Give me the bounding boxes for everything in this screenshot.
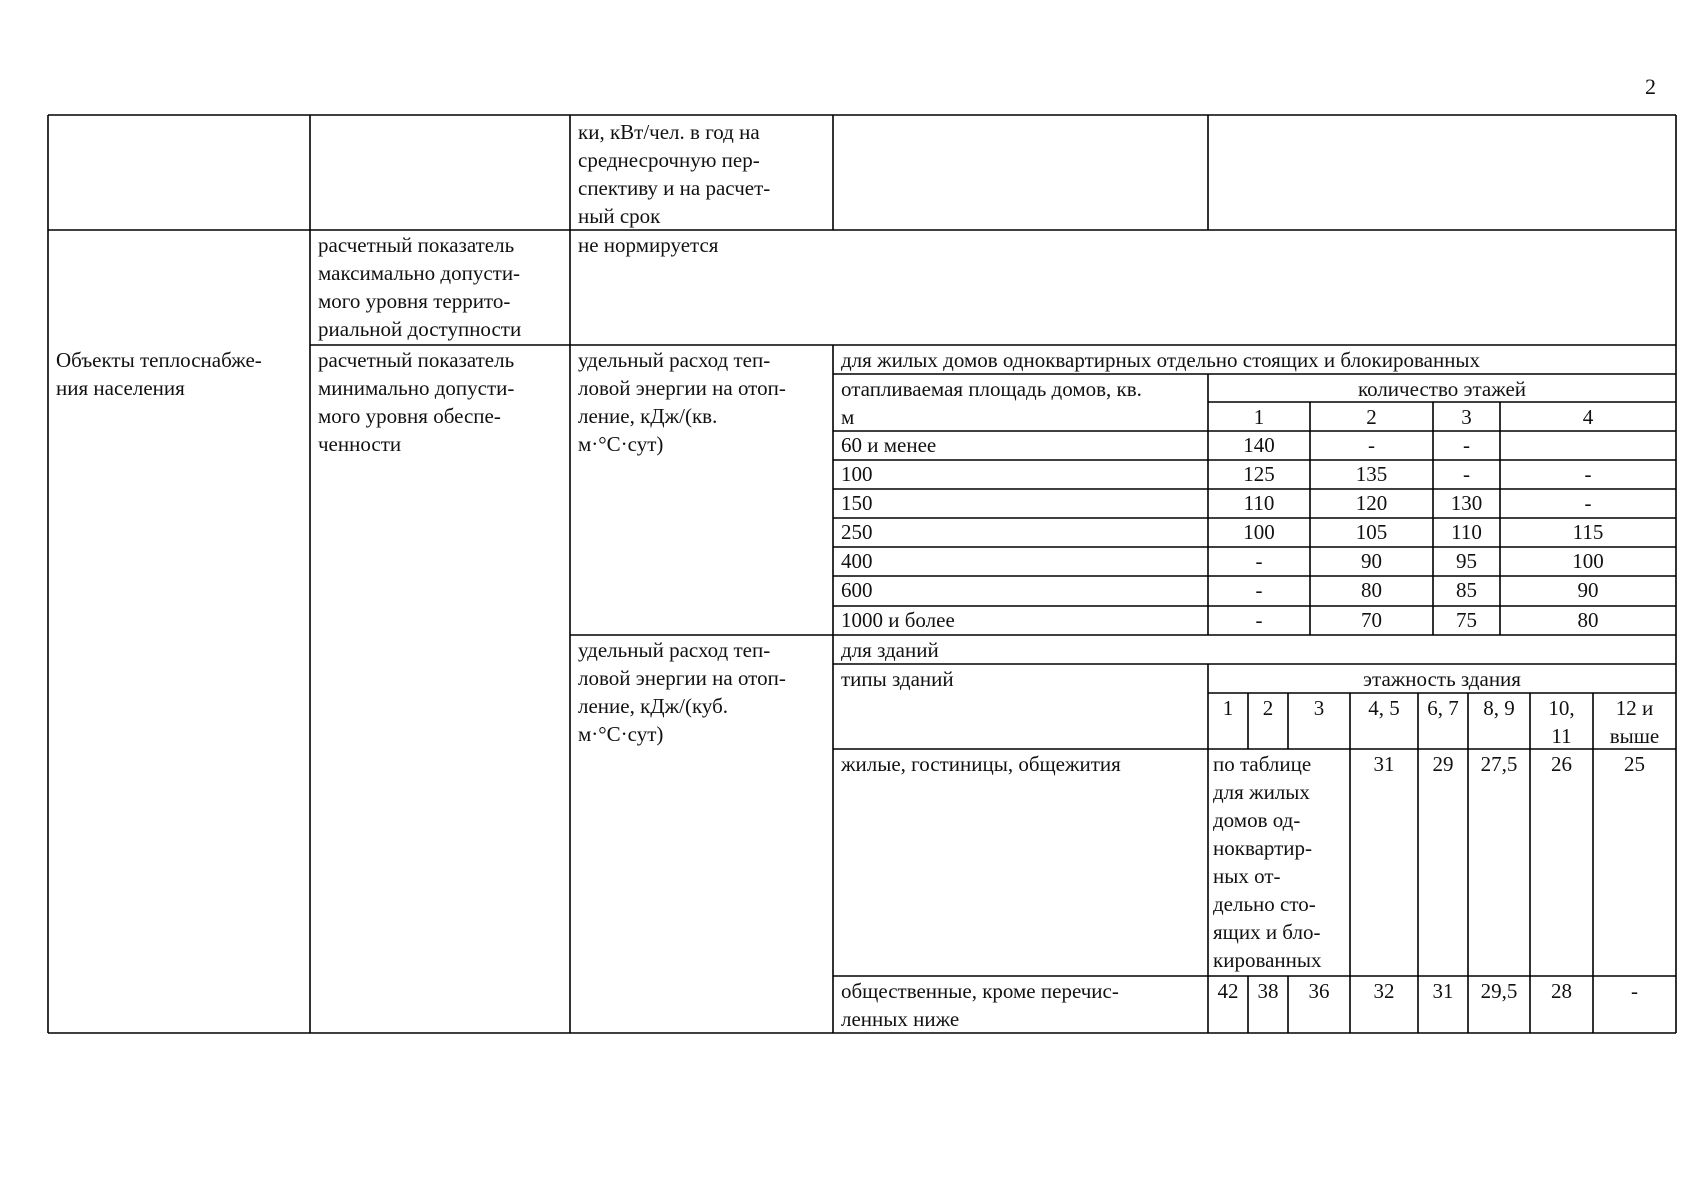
building-types-header: типы зданий [841,667,954,691]
consumption-value-cell: 100 [1572,549,1604,573]
residential-value-cell: 25 [1624,752,1645,776]
public-value-cell: 29,5 [1480,979,1518,1003]
block1-indicator-line-2: ловой энергии на отоп- [578,376,786,400]
row2-indicator-type-line-4: риальной доступности [318,317,522,341]
consumption-value-cell: 110 [1451,520,1482,544]
row2-indicator-type-line-1: расчетный показатель [318,233,515,257]
consumption-value-cell: 70 [1361,608,1382,632]
storeys-col-label: выше [1609,724,1660,748]
consumption-value-cell: - [1255,608,1263,632]
consumption-value-cell: 105 [1355,520,1388,544]
floors-col-1: 1 [1253,405,1265,429]
consumption-value-cell: 85 [1456,578,1477,602]
floors-col-2: 2 [1366,405,1377,429]
consumption-value-cell: 130 [1450,491,1483,515]
residential-label: жилые, гостиницы, общежития [841,752,1121,776]
block2-title: для зданий [841,638,939,662]
consumption-value-cell: - [1463,433,1470,457]
block1-indicator-line-1: удельный расход теп- [578,348,771,372]
storeys-col-label: 2 [1262,696,1274,720]
area-cell: 150 [841,491,873,515]
area-cell: 1000 и более [841,608,955,632]
consumption-value-cell: - [1463,462,1470,486]
residential-value-cell: 27,5 [1480,752,1518,776]
public-label-line-2: ленных ниже [841,1007,960,1031]
consumption-value-cell: 90 [1577,578,1599,602]
block2-indicator-line-1: удельный расход теп- [578,638,771,662]
row3-indicator-type-line-1: расчетный показатель [318,348,515,372]
reference-note-line: для жилых [1213,780,1310,804]
public-value-cell: - [1631,979,1638,1003]
row1-indicator-line-2: среднесрочную пер- [578,148,760,172]
consumption-value-cell: 75 [1456,608,1477,632]
row2-indicator-type-line-2: максимально допусти- [318,261,521,285]
consumption-value-cell: 110 [1243,491,1275,515]
public-value-cell: 32 [1373,979,1395,1003]
consumption-value-cell: 90 [1361,549,1382,573]
public-value-cell: 28 [1551,979,1572,1003]
storeys-col-label: 4, 5 [1368,696,1400,720]
row2-not-normed: не нормируется [578,233,719,257]
block1-title: для жилых домов одноквартирных отдельно стоящих и блокированных [841,348,1481,372]
block1-indicator-line-4: м·°С·сут) [578,432,664,456]
storeys-col-label: 10, [1548,696,1575,720]
reference-note-line: по таблице [1213,752,1312,776]
storeys-col-label: 8, 9 [1483,696,1515,720]
residential-value-cell: 29 [1432,752,1454,776]
row3-indicator-type-line-3: мого уровня обеспе- [318,404,501,428]
block2-indicator-line-3: ление, кДж/(куб. [578,694,729,718]
area-cell: 60 и менее [841,433,937,457]
area-cell: 250 [841,520,873,544]
reference-note-line: ящих и бло- [1213,920,1321,944]
consumption-value-cell: 95 [1456,549,1477,573]
consumption-value-cell: 125 [1243,462,1275,486]
row1-indicator-line-3: спективу и на расчет- [578,176,771,200]
residential-value-cell: 26 [1551,752,1572,776]
area-header-line-2: м [841,405,855,429]
object-name-line-1: Объекты теплоснабже- [56,348,262,372]
consumption-value-cell: - [1584,491,1592,515]
consumption-value-cell: 80 [1577,608,1599,632]
public-value-cell: 38 [1257,979,1279,1003]
public-value-cell: 42 [1217,979,1239,1003]
floors-col-3: 3 [1461,405,1472,429]
block2-indicator-line-2: ловой энергии на отоп- [578,666,786,690]
object-name-line-2: ния населения [56,376,185,400]
row2-indicator-type-line-3: мого уровня террито- [318,289,511,313]
reference-note-line: ноквартир- [1213,836,1313,860]
reference-note-line: кированных [1213,948,1322,972]
public-value-cell: 36 [1308,979,1330,1003]
residential-value-cell: 31 [1373,752,1395,776]
consumption-value-cell: 100 [1243,520,1275,544]
floors-col-4: 4 [1582,405,1594,429]
consumption-value-cell: 120 [1355,491,1388,515]
storeys-col-label: 1 [1222,696,1234,720]
page-number: 2 [1645,74,1656,99]
area-cell: 400 [841,549,873,573]
heat-supply-norms-table [48,115,1676,1033]
consumption-value-cell: - [1255,578,1263,602]
consumption-value-cell: - [1584,462,1592,486]
block2-indicator-line-4: м·°С·сут) [578,722,664,746]
reference-note-line: дельно сто- [1213,892,1316,916]
consumption-value-cell: - [1368,433,1375,457]
reference-note-line: домов од- [1213,808,1301,832]
consumption-value-cell: 140 [1243,433,1275,457]
public-value-cell: 31 [1432,979,1454,1003]
consumption-value-cell: - [1255,549,1263,573]
consumption-value-cell: 80 [1361,578,1382,602]
floors-header: количество этажей [1357,377,1527,401]
storeys-header: этажность здания [1363,667,1521,691]
storeys-col-label: 11 [1551,724,1572,748]
storeys-col-label: 3 [1313,696,1325,720]
area-header-line-1: отапливаемая площадь домов, кв. [841,377,1142,401]
storeys-col-label: 12 и [1615,696,1654,720]
row3-indicator-type-line-2: минимально допусти- [318,376,515,400]
row1-indicator-line-1: ки, кВт/чел. в год на [578,120,760,144]
consumption-value-cell: 135 [1355,462,1388,486]
public-label-line-1: общественные, кроме перечис- [841,979,1119,1003]
reference-note-line: ных от- [1213,864,1281,888]
area-cell: 100 [841,462,873,486]
area-cell: 600 [841,578,873,602]
row3-indicator-type-line-4: ченности [318,432,402,456]
storeys-col-label: 6, 7 [1427,696,1459,720]
row1-indicator-line-4: ный срок [578,204,661,228]
block1-indicator-line-3: ление, кДж/(кв. [578,404,718,428]
consumption-value-cell: 115 [1572,520,1604,544]
